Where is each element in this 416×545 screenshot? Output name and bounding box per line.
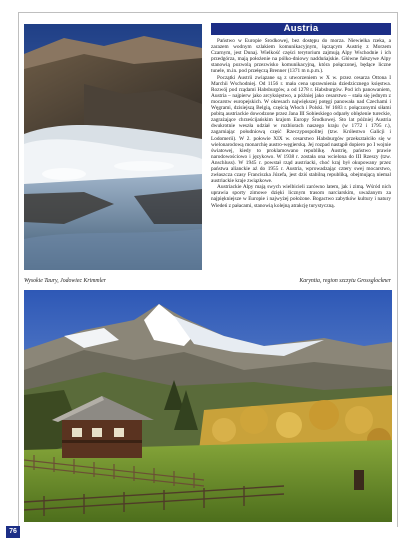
body-paragraph: Austriackie Alpy mają swych wielbicieli zarówno latem, jak i zimą. Wśród nich uprawia sporty zimowe dzięki licznym trasom narciarskim, uważanym za najpiękniejsze w Europie i najwyżej położone. Bogactwo zabytków kultury i natury Wiedeń z pałacami, stanowią kolejną atrakcję turystyczną. bbox=[211, 184, 391, 209]
page-number: 76 bbox=[6, 526, 20, 538]
bottom-photo-alpine-landscape bbox=[24, 290, 392, 522]
top-photo-waterfall bbox=[24, 24, 202, 270]
frame-rule-top bbox=[18, 12, 398, 13]
body-paragraph: Początki Austrii związane są z utworzeniem w X w. przez cesarza Ottona I Marchii Wschodniej. Od 1156 r. mała cena uprawnienia dziedzicznego księstwa. Rozwój pod rządami Habsburgów, a od 1278 r. Habsburgów. Pod ich panowaniem, Austria – najpierw jako arcyksięstwo, a później jako cesarstwo – stała się jednym z mocarstw europejskich. W okresach największej potęgi panowała nad Czechami i Węgrami, dzisiejszą Belgią, częścią Włoch i Polski. W 1683 r. połączonymi siłami pobitą austriackie dowodzone przez Jana III Sobieskiego odparły oblężenie tureckie, zagrażające chrześcijańskim krajom Europy Środkowej. Sto lat później Austria dwukrotnie weszła udział w rozbiorach naszego kraju (w 1772 i 1795 r.), zagarniając południową część Rzeczypospolitej (tzw. Królestwo Galicji i Lodomerii). W 2. połowie XIX w. cesarstwo Habsburgów przekształciło się w wielonarodową monarchię austro-węgierską. Jej rozpad nastąpił dopiero po I wojnie światowej, kiedy to proklamowano republikę. Austrię, państwo prawie narodowościowo i językowo. W 1938 r. została ona wcielona do III Rzeszy (tzw. Anschluss). W 1945 r. powstał rząd austriacki, choć kraj był okupowany przez państwa alianckie aż do 1955 r. Austria, wprowadzając cztery swej mocarstwo, zwłaszcza czasy Franciszka Józefa, jest dziś stabilną republiką, obejmującą niemal austriackie kraje związkowe. bbox=[211, 74, 391, 185]
frame-rule-left bbox=[18, 12, 19, 527]
top-photo-caption: Wysokie Taury, Jodowiec Krimmler bbox=[24, 278, 107, 284]
frame-rule-right bbox=[397, 12, 398, 527]
body-paragraph: Państwo w Europie Środkowej, bez dostępu do morza. Niewielka rzeka, a zarazem wodnym szlakiem komunikacyjnym, łączącym Austrię z Morzem Czarnym, jest Dunaj. Wielkość części terytorium zajmują Alpy Wschodnie i ich przedgórza, mają położenie na pólko-dniowy nadduńajskie. Główne fałszywe Alpy stanowią pozwolą przezwisko komunikacyjną, która połączonej, będące liczne tunele, m.in. pod przełęczą Brenner (1371 m n.p.m.). bbox=[211, 38, 391, 75]
section-heading: Austria bbox=[211, 23, 391, 35]
bottom-photo-caption: Karyntia, region szczytu Grossglockner bbox=[299, 278, 391, 284]
article-body bbox=[211, 38, 391, 272]
